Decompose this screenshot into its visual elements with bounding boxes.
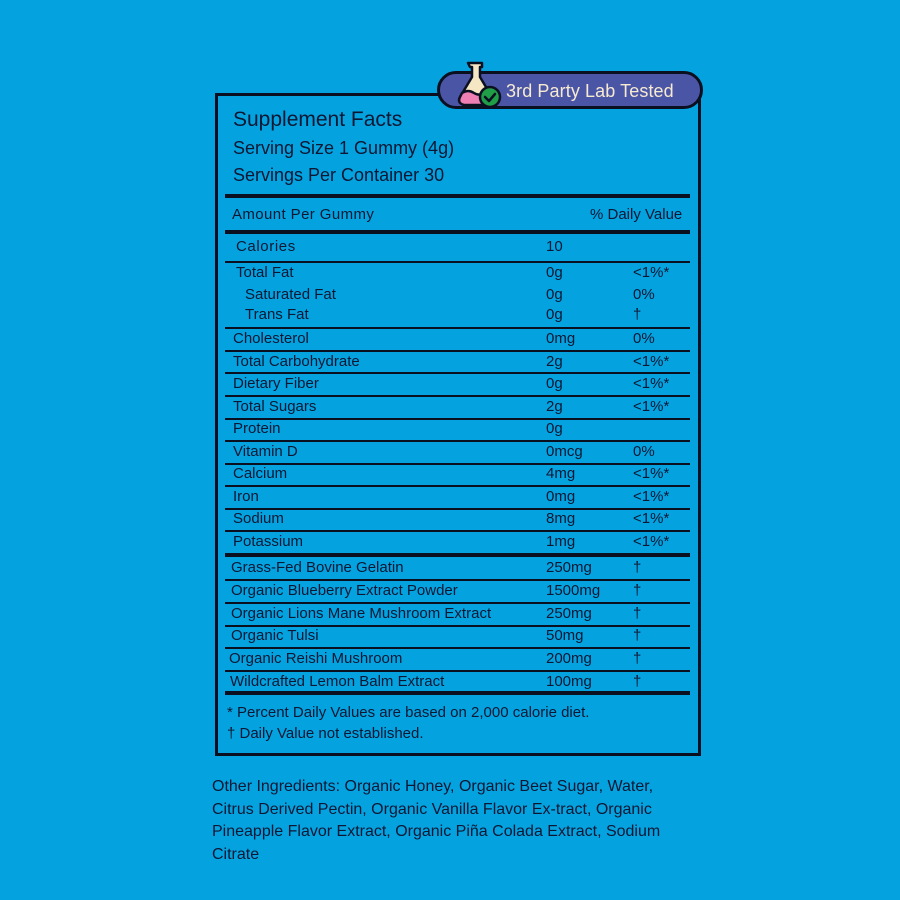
divider bbox=[225, 261, 690, 263]
divider bbox=[225, 602, 690, 604]
table-row: Organic Lions Mane Mushroom Extract 250mg † bbox=[231, 605, 642, 622]
footnote-dagger: † Daily Value not established. bbox=[227, 725, 424, 742]
table-row: Grass-Fed Bovine Gelatin 250mg † bbox=[231, 559, 642, 576]
divider bbox=[225, 485, 690, 487]
table-row: Organic Reishi Mushroom 200mg † bbox=[229, 650, 642, 667]
table-row: Total Sugars 2g <1%* bbox=[233, 398, 670, 415]
footnote-percent: * Percent Daily Values are based on 2,000 calorie diet. bbox=[227, 704, 590, 721]
table-row: Wildcrafted Lemon Balm Extract 100mg † bbox=[230, 673, 642, 690]
divider bbox=[225, 553, 690, 557]
servings-per-container: Servings Per Container 30 bbox=[233, 165, 445, 185]
table-row: Organic Tulsi 50mg † bbox=[231, 627, 642, 644]
table-row: Sodium 8mg <1%* bbox=[233, 510, 670, 527]
flask-check-icon bbox=[450, 59, 506, 111]
divider bbox=[225, 194, 690, 198]
table-row: Total Fat 0g <1%* bbox=[236, 264, 670, 281]
panel-title: Supplement Facts bbox=[233, 108, 403, 131]
table-row: Vitamin D 0mcg 0% bbox=[233, 443, 655, 460]
serving-size: Serving Size 1 Gummy (4g) bbox=[233, 138, 455, 158]
table-row: Organic Blueberry Extract Powder 1500mg † bbox=[231, 582, 642, 599]
table-row: Trans Fat 0g † bbox=[245, 306, 642, 323]
divider bbox=[225, 395, 690, 397]
amount-header: Amount Per Gummy bbox=[232, 206, 375, 223]
table-row: Cholesterol 0mg 0% bbox=[233, 330, 655, 347]
table-row: Calcium 4mg <1%* bbox=[233, 465, 670, 482]
divider bbox=[225, 372, 690, 374]
divider bbox=[225, 670, 690, 672]
badge-label: 3rd Party Lab Tested bbox=[506, 81, 674, 101]
table-row: Dietary Fiber 0g <1%* bbox=[233, 375, 670, 392]
daily-value-header: % Daily Value bbox=[590, 206, 683, 223]
table-row: Potassium 1mg <1%* bbox=[233, 533, 670, 550]
lab-tested-badge bbox=[437, 71, 703, 109]
divider bbox=[225, 647, 690, 649]
divider bbox=[225, 530, 690, 532]
divider bbox=[225, 691, 690, 695]
table-row: Total Carbohydrate 2g <1%* bbox=[233, 353, 670, 370]
divider bbox=[225, 327, 690, 329]
table-row: Protein 0g bbox=[233, 420, 563, 437]
table-row-calories: Calories 10 bbox=[236, 238, 563, 255]
divider bbox=[225, 579, 690, 581]
table-row: Iron 0mg <1%* bbox=[233, 488, 670, 505]
divider bbox=[225, 440, 690, 442]
table-row: Saturated Fat 0g 0% bbox=[245, 286, 655, 303]
divider bbox=[225, 230, 690, 234]
other-ingredients: Other Ingredients: Organic Honey, Organic Beet Sugar, Water, Citrus Derived Pectin, Organic Vanilla Flavor Ex-tract, Organic Pineapple Flavor Extract, Organic Piña Colada Extract, Sodium Citrate bbox=[212, 778, 661, 863]
divider bbox=[225, 350, 690, 352]
